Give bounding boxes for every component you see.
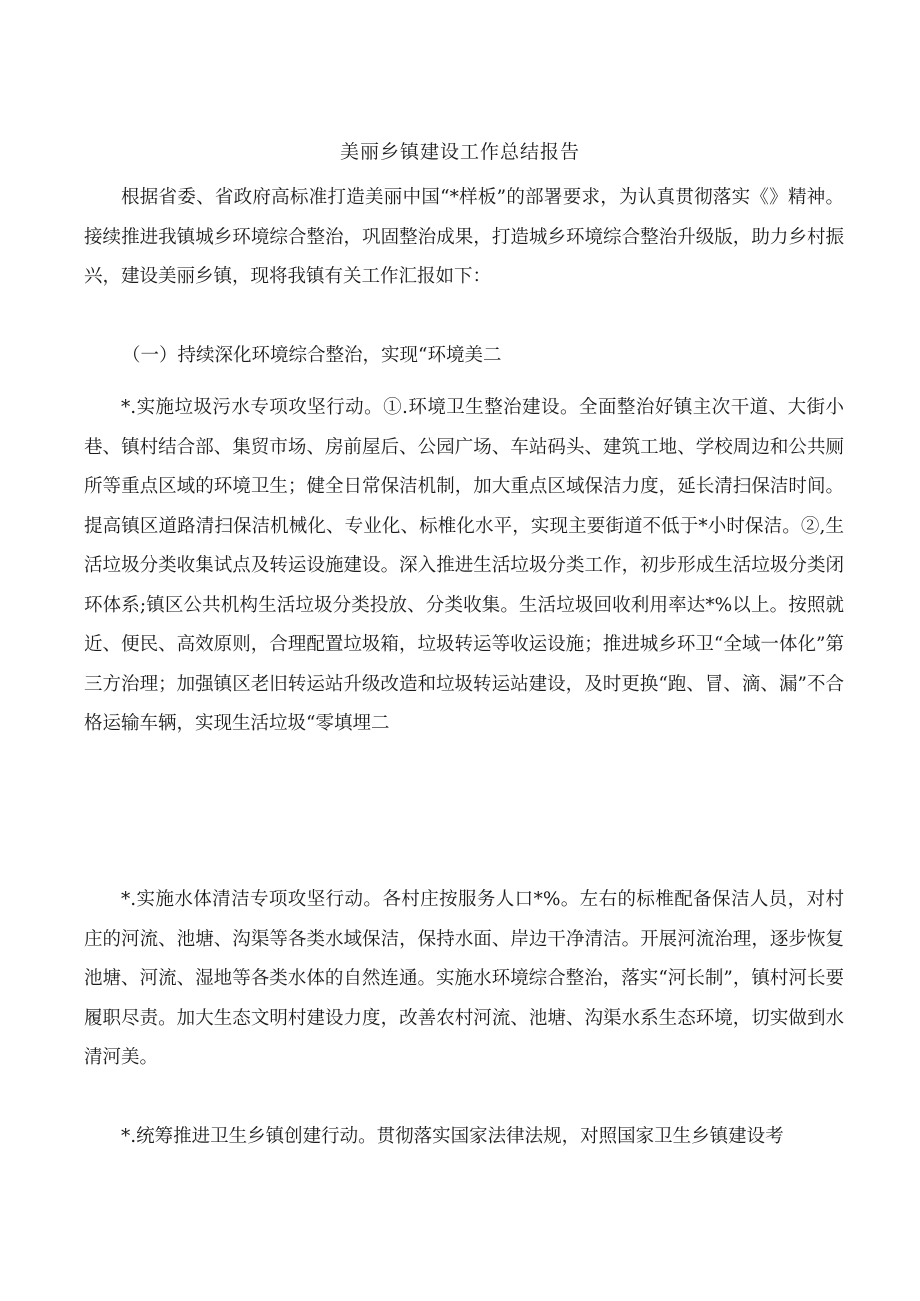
body-paragraph-sanitary-town: *.统筹推进卫生乡镇创建行动。贯彻落实国家法律法规，对照国家卫生乡镇建设考	[121, 1126, 784, 1147]
body-paragraph-water-cleaning: *.实施水体清洁专项攻坚行动。各村庄按服务人口*%。左右的标椎配备保洁人员，对村庄的河流、池塘、沟渠等各类水域保洁，保持水面、岸边干净清洁。开展河流治理，逐步恢复池塘、河流、湿地等各类水体的自然连通。实施水环境综合整治，落实“河长制”，镇村河长要履职尽责。加大生态文明村建设力度，改善农村河流、池塘、沟渠水系生态环境，切实做到水清河美。	[84, 889, 844, 1068]
section-heading: （一）持续深化环境综合整治，实现“环境美二	[122, 345, 502, 366]
body-paragraph-garbage-sewage: *.实施垃圾污水专项攻坚行动。①.环境卫生整治建设。全面整治好镇主次干道、大街小巷、镇村结合部、集贸市场、房前屋后、公园广场、车站码头、建筑工地、学校周边和公共厕所等重点区域的环境卫生；健全日常保洁机制，加大重点区域保洁力度，延长清扫保洁时间。提高镇区道路清扫保洁机械化、专业化、标椎化水平，实现主要街道不低于*小时保洁。②,生活垃圾分类收集试点及转运设施建设。深入推进生活垃圾分类工作，初步形成生活垃圾分类闭环体系;镇区公共机构生活垃圾分类投放、分类收集。生活垃圾回收利用率达*%以上。按照就近、便民、高效原则，合理配置垃圾箱，垃圾转运等收运设施；推进城乡环卫“全域一体化”第三方治理；加强镇区老旧转运站升级改造和垃圾转运站建设，及时更换“跑、冒、滴、漏”不合格运输车辆，实现生活垃圾“零填埋二	[84, 397, 844, 734]
intro-paragraph: 根据省委、省政府高标准打造美丽中国“*样板”的部署要求，为认真贯彻落实《》精神。接续推进我镇城乡环境综合整治，巩固整治成果，打造城乡环境综合整治升级版，助力乡村振兴，建设美丽乡镇，现将我镇有关工作汇报如下：	[84, 187, 844, 287]
document-title: 美丽乡镇建设工作总结报告	[339, 141, 580, 163]
